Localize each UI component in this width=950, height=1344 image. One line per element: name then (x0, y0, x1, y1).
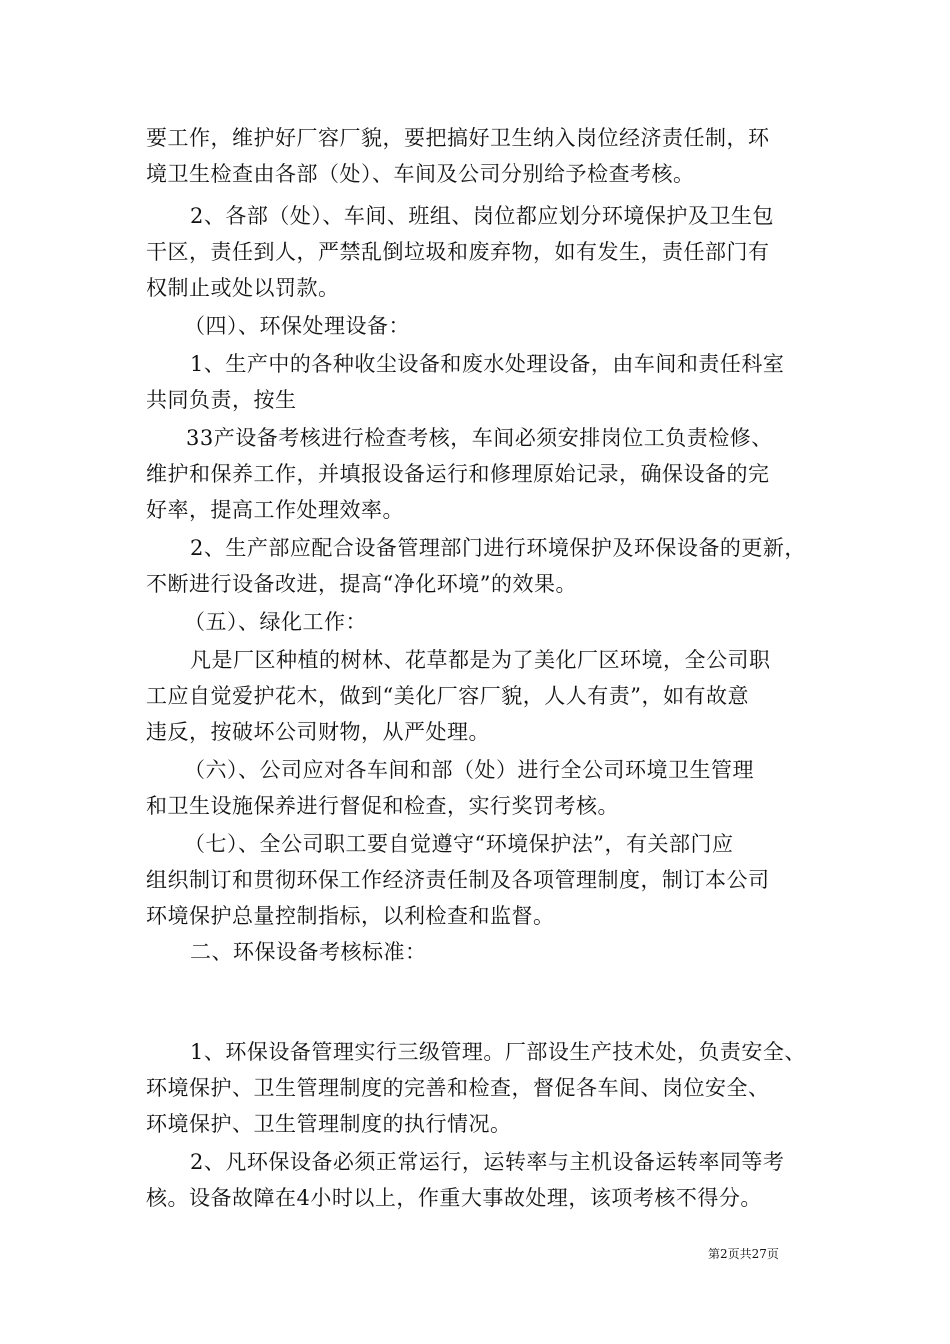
text-line: 2、各部（处）、车间、班组、岗位都应划分环境保护及卫生包 (190, 204, 774, 228)
text-line: 干区，责任到人，严禁乱倒垃圾和废弃物，如有发生，责任部门有 (146, 240, 770, 264)
text-line: 权制止或处以罚款。 (146, 276, 340, 300)
page-number: 第2页共27页 (708, 1247, 779, 1261)
text-line: 共同负责，按生 (146, 388, 297, 412)
section-heading: （四）、环保处理设备： (184, 314, 410, 338)
section-heading: 二、环保设备考核标准： (190, 940, 427, 964)
text-line: 违反，按破坏公司财物，从严处理。 (146, 720, 490, 744)
text-line: 要工作，维护好厂容厂貌，要把搞好卫生纳入岗位经济责任制，环 (146, 126, 770, 150)
text-line: 和卫生设施保养进行督促和检查，实行奖罚考核。 (146, 794, 619, 818)
text-line: 组织制订和贯彻环保工作经济责任制及各项管理制度，制订本公司 (146, 868, 770, 892)
text-line: 核。设备故障在4小时以上，作重大事故处理，该项考核不得分。 (146, 1186, 762, 1210)
text-line: 境卫生检查由各部（处）、车间及公司分别给予检查考核。 (146, 162, 695, 186)
section-heading: （七）、全公司职工要自觉遵守“环境保护法”，有关部门应 (184, 832, 734, 856)
text-line: 1、环保设备管理实行三级管理。厂部设生产技术处，负责安全、 (190, 1040, 806, 1064)
text-line: 33产设备考核进行检查考核，车间必须安排岗位工负责检修、 (186, 426, 773, 450)
text-line: 1、生产中的各种收尘设备和废水处理设备，由车间和责任科室 (190, 352, 785, 376)
text-line: 2、生产部应配合设备管理部门进行环境保护及环保设备的更新， (190, 536, 806, 560)
section-heading: （六）、公司应对各车间和部（处）进行全公司环境卫生管理 (184, 758, 754, 782)
text-line: 不断进行设备改进，提高“净化环境”的效果。 (146, 572, 577, 596)
text-line: 凡是厂区种植的树林、花草都是为了美化厂区环境，全公司职 (190, 648, 771, 672)
section-heading: （五）、绿化工作： (184, 610, 367, 634)
text-line: 2、凡环保设备必须正常运行，运转率与主机设备运转率同等考 (190, 1150, 785, 1174)
text-line: 环境保护总量控制指标，以利检查和监督。 (146, 904, 555, 928)
text-line: 环境保护、卫生管理制度的完善和检查，督促各车间、岗位安全、 (146, 1076, 770, 1100)
text-line: 维护和保养工作，并填报设备运行和修理原始记录，确保设备的完 (146, 462, 770, 486)
text-line: 环境保护、卫生管理制度的执行情况。 (146, 1112, 512, 1136)
text-line: 好率，提高工作处理效率。 (146, 498, 404, 522)
text-line: 工应自觉爱护花木，做到“美化厂容厂貌，人人有责”，如有故意 (146, 684, 749, 708)
